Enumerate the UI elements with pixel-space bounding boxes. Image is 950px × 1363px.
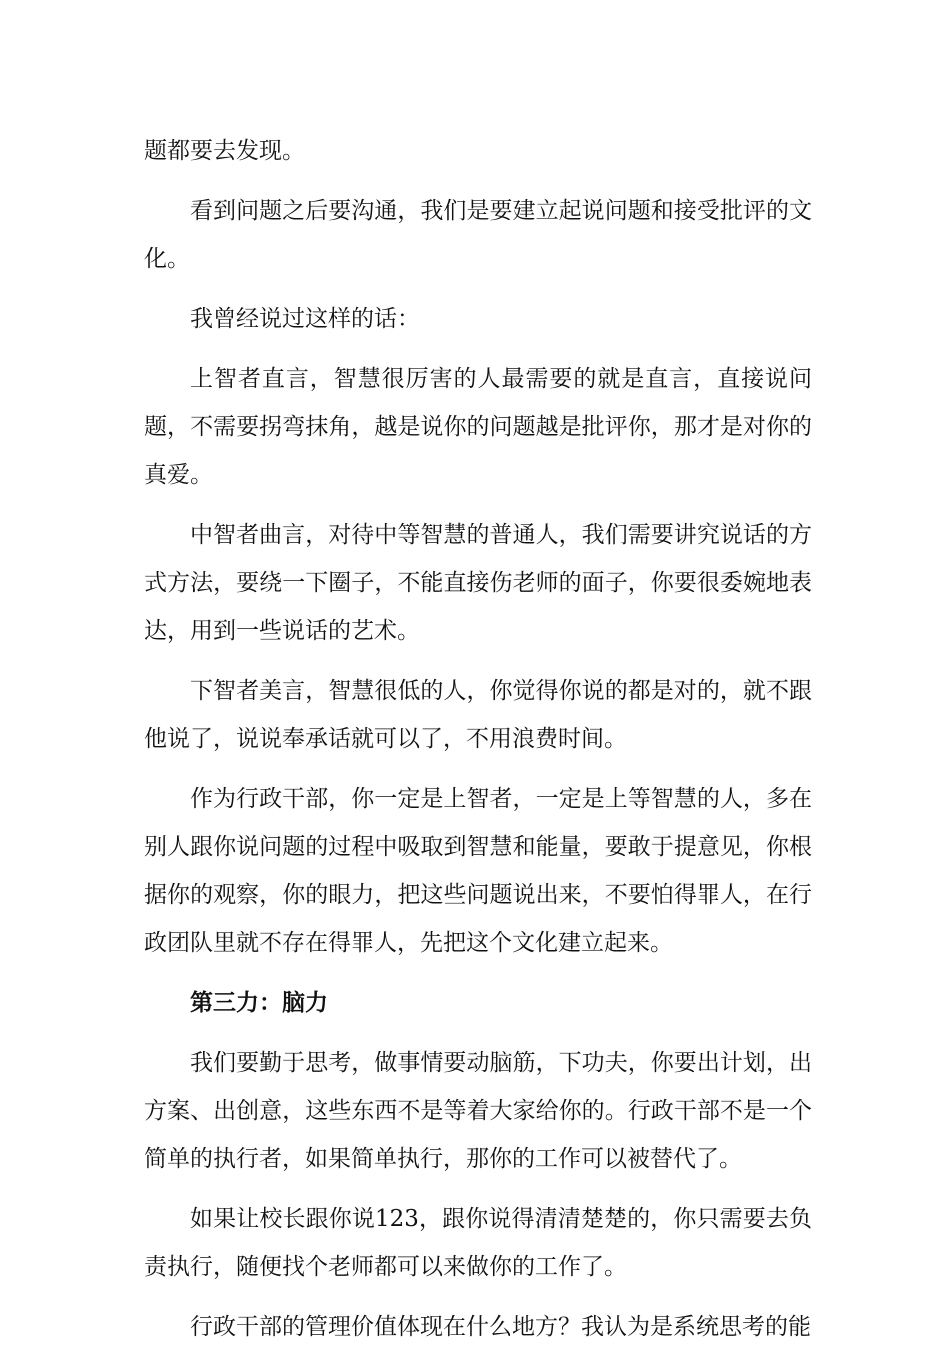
paragraph: 作为行政干部，你一定是上智者，一定是上等智慧的人，多在别人跟你说问题的过程中吸取到智慧和能量，要敢于提意见，你根据你的观察，你的眼力，把这些问题说出来，不要怕得罪人，在行政团队里就不存在得罪人，先把这个文化建立起来。	[144, 786, 812, 956]
paragraph: 如果让校长跟你说123，跟你说得清清楚楚的，你只需要去负责执行，随便找个老师都可以来做你的工作了。	[144, 1206, 812, 1280]
paragraph: 中智者曲言，对待中等智慧的普通人，我们需要讲究说话的方式方法，要绕一下圈子，不能直接伤老师的面子，你要很委婉地表达，用到一些说话的艺术。	[144, 522, 812, 644]
section-heading: 第三力：脑力	[190, 990, 328, 1016]
paragraph: 上智者直言，智慧很厉害的人最需要的就是直言，直接说问题，不需要拐弯抹角，越是说你的问题越是批评你，那才是对你的真爱。	[144, 366, 812, 488]
paragraph: 看到问题之后要沟通，我们是要建立起说问题和接受批评的文化。	[144, 198, 812, 272]
paragraph: 我曾经说过这样的话：	[190, 306, 420, 332]
paragraph-continued: 题都要去发现。	[144, 138, 305, 164]
document-body	[144, 127, 812, 1363]
paragraph: 行政干部的管理价值体现在什么地方？我认为是系统思考的能	[190, 1314, 811, 1340]
paragraph: 我们要勤于思考，做事情要动脑筋，下功夫，你要出计划，出方案、出创意，这些东西不是等着大家给你的。行政干部不是一个简单的执行者，如果简单执行，那你的工作可以被替代了。	[144, 1050, 812, 1172]
paragraph: 下智者美言，智慧很低的人，你觉得你说的都是对的，就不跟他说了，说说奉承话就可以了，不用浪费时间。	[144, 678, 812, 752]
